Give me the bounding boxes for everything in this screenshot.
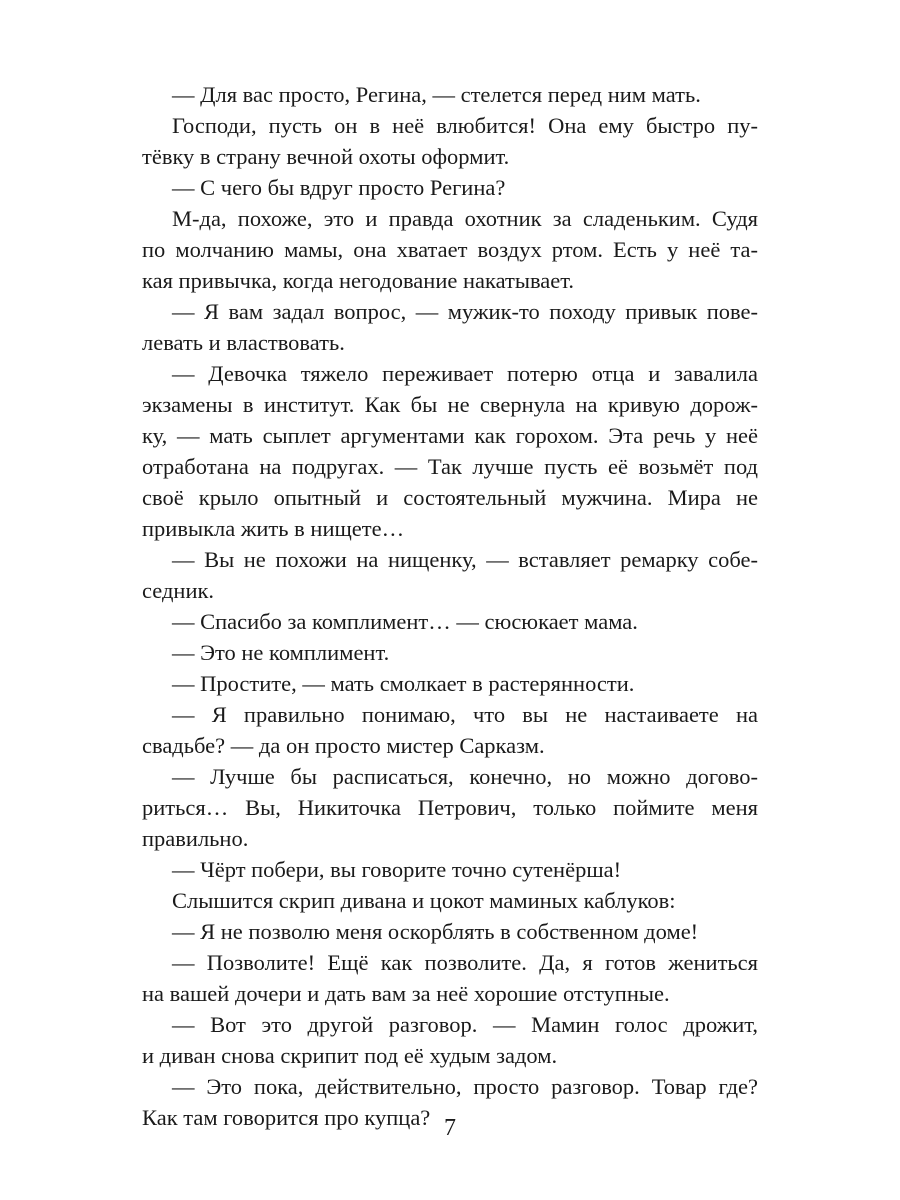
text-line: кая привычка, когда негодование накатывает. <box>142 268 575 293</box>
text-line: — Простите, — мать смолкает в растерянности. <box>172 671 635 696</box>
text-line: седник. <box>142 578 215 603</box>
text-line: М-да, похоже, это и правда охотник за сладеньким. Судя <box>172 206 758 231</box>
text-line: своё крыло опытный и состоятельный мужчина. Мира не <box>142 485 758 510</box>
text-line: — Вы не похожи на нищенку, — вставляет ремарку собе- <box>172 547 758 572</box>
text-line: — Девочка тяжело переживает потерю отца и завалила <box>172 361 758 386</box>
text-line: Как там говорится про купца? <box>142 1105 431 1130</box>
text-line: — Это не комплимент. <box>172 640 390 665</box>
text-line: — Спасибо за комплимент… — сюсюкает мама. <box>172 609 638 634</box>
text-line: тёвку в страну вечной охоты оформит. <box>142 144 510 169</box>
text-line: экзамены в институт. Как бы не свернула на кривую дорож- <box>142 392 758 417</box>
text-line: риться… Вы, Никиточка Петрович, только поймите меня <box>142 795 758 820</box>
text-line: — С чего бы вдруг просто Регина? <box>172 175 506 200</box>
text-line: — Позволите! Ещё как позволите. Да, я готов жениться <box>172 950 758 975</box>
text-line: — Вот это другой разговор. — Мамин голос дрожит, <box>172 1012 758 1037</box>
text-line: — Я вам задал вопрос, — мужик-то походу привык пове- <box>172 299 758 324</box>
text-line: привыкла жить в нищете… <box>142 516 405 541</box>
text-line: по молчанию мамы, она хватает воздух ртом. Есть у неё та- <box>142 237 758 262</box>
text-line: — Я правильно понимаю, что вы не настаиваете на <box>172 702 758 727</box>
text-line: левать и властвовать. <box>142 330 345 355</box>
text-line: и диван снова скрипит под её худым задом. <box>142 1043 558 1068</box>
text-line: — Чёрт побери, вы говорите точно сутенёрша! <box>172 857 622 882</box>
text-line: правильно. <box>142 826 249 851</box>
text-line: — Это пока, действительно, просто разговор. Товар где? <box>172 1074 758 1099</box>
text-line: свадьбе? — да он просто мистер Сарказм. <box>142 733 545 758</box>
text-line: ку, — мать сыплет аргументами как горохом. Эта речь у неё <box>142 423 758 448</box>
page-number: 7 <box>444 1115 456 1141</box>
text-line: — Я не позволю меня оскорблять в собственном доме! <box>172 919 699 944</box>
text-line: — Лучше бы расписаться, конечно, но можно догово- <box>172 764 758 789</box>
text-line: — Для вас просто, Регина, — стелется перед ним мать. <box>172 82 701 107</box>
text-line: Господи, пусть он в неё влюбится! Она ему быстро пу- <box>172 113 758 138</box>
text-line: на вашей дочери и дать вам за неё хорошие отступные. <box>142 981 670 1006</box>
text-line: отработана на подругах. — Так лучше пусть её возьмёт под <box>142 454 758 479</box>
text-line: Слышится скрип дивана и цокот маминых каблуков: <box>172 888 676 913</box>
